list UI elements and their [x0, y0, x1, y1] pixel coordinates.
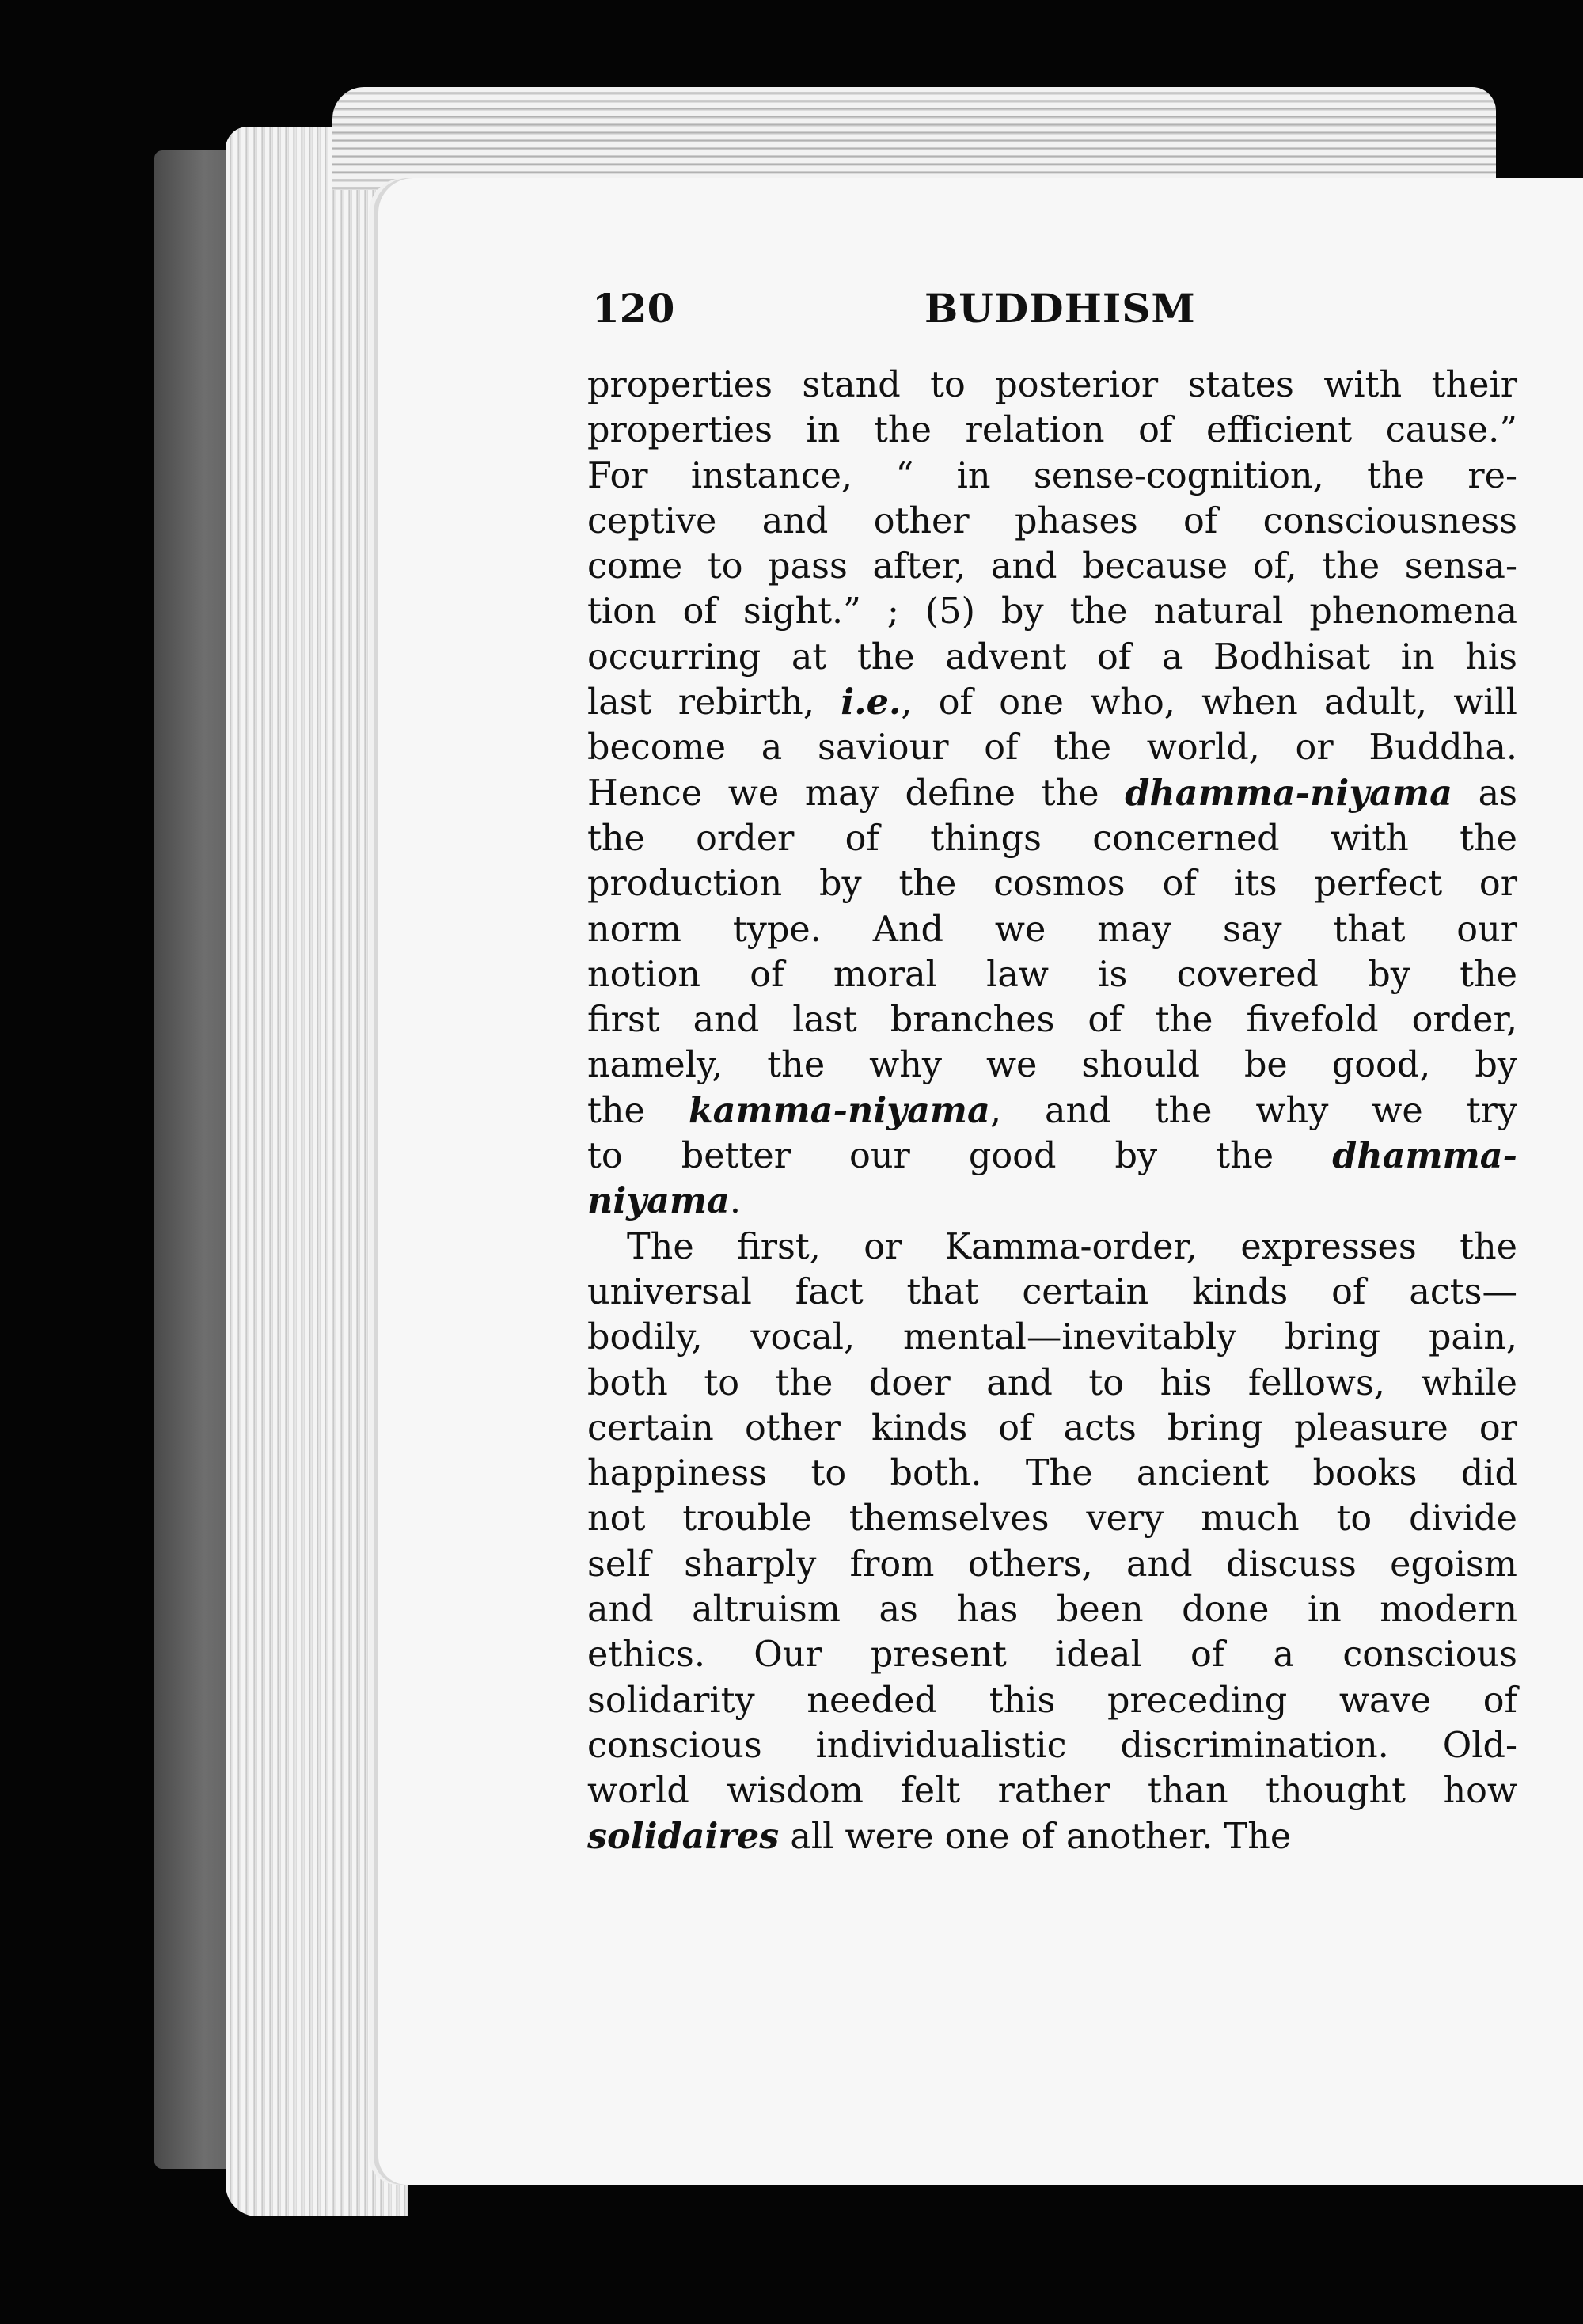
- text-run: both to the doer and to his fellows, while: [587, 1362, 1517, 1403]
- text-run: and altruism as has been done in modern: [587, 1589, 1517, 1631]
- text-line: [587, 1814, 1517, 1859]
- text-line: [587, 861, 1517, 906]
- text-run: properties in the relation of efficient cause.”: [587, 410, 1517, 451]
- text-run: universal fact that certain kinds of acts—: [587, 1271, 1517, 1312]
- text-run: not trouble themselves very much to divide: [587, 1498, 1517, 1540]
- text-run: norm type. And we may say that our: [587, 909, 1517, 950]
- text-run: last rebirth,: [587, 682, 841, 723]
- text-run: , of one who, when adult, will: [901, 682, 1517, 723]
- italic-term: kamma-niyama: [688, 1089, 990, 1131]
- text-line: [587, 1406, 1517, 1451]
- text-line: [587, 1496, 1517, 1541]
- text-line: [587, 1088, 1517, 1134]
- text-run: namely, the why we should be good, by: [587, 1045, 1517, 1086]
- text-run: certain other kinds of acts bring pleasure or: [587, 1407, 1517, 1449]
- text-line: [587, 771, 1517, 816]
- text-line: [587, 544, 1517, 589]
- text-line: [587, 1042, 1517, 1088]
- body-text: [587, 363, 1517, 1859]
- text-line: [587, 363, 1517, 408]
- text-line: [587, 1542, 1517, 1587]
- text-line: [587, 725, 1517, 770]
- text-line: [587, 1361, 1517, 1406]
- text-run: the: [587, 1090, 689, 1131]
- text-line: [587, 907, 1517, 952]
- text-line: [587, 1179, 1517, 1224]
- page-edges-top: [332, 87, 1496, 190]
- text-run: first and last branches of the fivefold order,: [587, 1000, 1517, 1041]
- text-line: [587, 997, 1517, 1042]
- text-line: [587, 1134, 1517, 1179]
- running-head: BUDDHISM: [924, 285, 1196, 332]
- text-line: [587, 1768, 1517, 1813]
- text-line: [587, 1225, 1517, 1270]
- text-run: notion of moral law is covered by the: [587, 954, 1517, 995]
- text-run: all were one of another. The: [779, 1816, 1292, 1857]
- text-line: [587, 454, 1517, 499]
- page-header: [592, 285, 1194, 340]
- text-run: come to pass after, and because of, the sensa-: [587, 546, 1517, 587]
- text-run: ethics. Our present ideal of a conscious: [587, 1635, 1517, 1676]
- text-run: properties stand to posterior states with their: [587, 365, 1517, 405]
- text-run: For instance, “ in sense-cognition, the re-: [587, 455, 1517, 496]
- text-run: , and the why we try: [989, 1090, 1517, 1131]
- text-run: ceptive and other phases of consciousness: [587, 500, 1517, 541]
- text-run: conscious individualistic discrimination. Old-: [587, 1725, 1517, 1766]
- text-run: bodily, vocal, mental—inevitably bring pain,: [587, 1317, 1517, 1358]
- text-run: become a saviour of the world, or Buddha.: [587, 727, 1517, 769]
- text-line: [587, 1270, 1517, 1315]
- text-line: [587, 1315, 1517, 1360]
- text-run: tion of sight.” ; (5) by the natural phenomena: [587, 591, 1517, 632]
- text-line: [587, 1678, 1517, 1723]
- italic-term: solidaires: [587, 1815, 780, 1857]
- text-run: to better our good by the: [587, 1136, 1333, 1177]
- italic-term: niyama: [587, 1180, 730, 1222]
- text-line: [587, 499, 1517, 544]
- text-run: happiness to both. The ancient books did: [587, 1453, 1517, 1494]
- text-run: world wisdom felt rather than thought how: [587, 1771, 1517, 1812]
- text-run: production by the cosmos of its perfect or: [587, 864, 1517, 905]
- text-line: [587, 1451, 1517, 1496]
- text-line: [587, 635, 1517, 680]
- text-run: solidarity needed this preceding wave of: [587, 1680, 1517, 1721]
- text-line: [587, 1587, 1517, 1632]
- text-line: [587, 1632, 1517, 1677]
- text-run: self sharply from others, and discuss egoism: [587, 1544, 1517, 1585]
- text-line: [587, 680, 1517, 725]
- italic-term: dhamma-niyama: [1125, 772, 1452, 814]
- italic-term: i.e.: [841, 682, 902, 723]
- text-line: [587, 589, 1517, 634]
- text-line: [587, 1723, 1517, 1768]
- text-run: The first, or Kamma-order, expresses the: [627, 1226, 1517, 1267]
- text-line: [587, 952, 1517, 997]
- italic-term: dhamma-: [1332, 1135, 1517, 1177]
- text-line: [587, 816, 1517, 861]
- text-run: .: [729, 1181, 742, 1222]
- text-line: [587, 408, 1517, 453]
- page-number: 120: [592, 285, 675, 332]
- text-run: the order of things concerned with the: [587, 818, 1517, 859]
- text-run: Hence we may define the: [587, 773, 1126, 814]
- text-run: as: [1452, 773, 1517, 814]
- text-run: occurring at the advent of a Bodhisat in his: [587, 636, 1517, 678]
